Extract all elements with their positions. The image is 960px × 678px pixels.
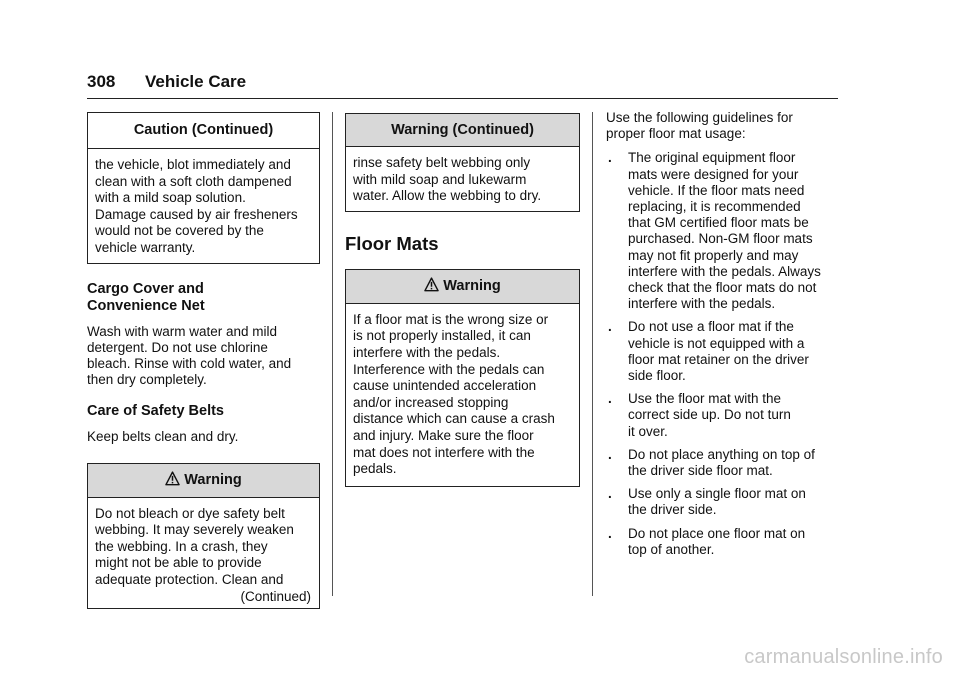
list-item-line: purchased. Non-GM floor mats bbox=[628, 231, 813, 247]
list-item-line: The original equipment floor bbox=[628, 150, 796, 166]
section-title: Vehicle Care bbox=[145, 72, 247, 91]
caution-line: the vehicle, blot immediately and bbox=[95, 157, 291, 172]
warning-line: interfere with the pedals. bbox=[353, 344, 501, 360]
list-item-line: vehicle. If the floor mats need bbox=[628, 182, 805, 198]
warning-continued-body bbox=[346, 147, 579, 211]
warning-title bbox=[346, 270, 579, 304]
warning-line: If a floor mat is the wrong size or bbox=[353, 311, 549, 327]
cargo-line: bleach. Rinse with cold water, and bbox=[87, 355, 292, 371]
warning-line: distance which can cause a crash bbox=[353, 411, 555, 427]
list-item-line: Do not place one floor mat on bbox=[628, 525, 806, 541]
cargo-line: detergent. Do not use chlorine bbox=[87, 339, 268, 355]
watermark: carmanualsonline.info bbox=[744, 646, 943, 668]
list-item-line: check that the floor mats do not bbox=[628, 280, 817, 296]
column-2 bbox=[345, 113, 580, 487]
warning-line: the webbing. In a crash, they bbox=[95, 538, 268, 554]
list-item-line: Do not place anything on top of bbox=[628, 446, 815, 462]
header-divider bbox=[87, 98, 838, 99]
list-item bbox=[606, 486, 838, 518]
list-item-line: interfere with the pedals. bbox=[628, 296, 776, 312]
belts-warning-box bbox=[87, 463, 320, 610]
warning-triangle-icon bbox=[165, 466, 180, 499]
warning-line: mat does not interfere with the bbox=[353, 444, 535, 460]
bullet-marker: . bbox=[608, 446, 612, 462]
continued-label: (Continued) bbox=[240, 588, 311, 604]
list-item bbox=[606, 150, 838, 312]
belts-section bbox=[87, 403, 320, 445]
list-item-line: vehicle is not equipped with a bbox=[628, 335, 805, 351]
list-item-line: Use only a single floor mat on bbox=[628, 486, 806, 502]
warning-title bbox=[88, 464, 319, 498]
list-item-line: interfere with the pedals. Always bbox=[628, 263, 821, 279]
warning-line: is not properly installed, it can bbox=[353, 328, 531, 344]
cargo-heading bbox=[87, 281, 320, 315]
cargo-heading-line: Convenience Net bbox=[87, 297, 205, 314]
belts-text: Keep belts clean and dry. bbox=[87, 429, 239, 445]
column-3 bbox=[606, 110, 838, 565]
belts-heading: Care of Safety Belts bbox=[87, 403, 224, 420]
column-1 bbox=[87, 112, 320, 609]
warning-triangle-icon bbox=[424, 272, 439, 305]
warning-continued-box bbox=[345, 113, 580, 212]
list-item-line: correct side up. Do not turn bbox=[628, 407, 791, 423]
list-item-line: top of another. bbox=[628, 541, 715, 557]
guidelines-list bbox=[606, 150, 838, 558]
page-number: 308 bbox=[87, 72, 116, 91]
cargo-text bbox=[87, 324, 320, 389]
warning-title-text: Warning bbox=[184, 471, 242, 488]
caution-body bbox=[88, 149, 319, 263]
caution-box bbox=[87, 112, 320, 264]
warning-line: cause unintended acceleration bbox=[353, 378, 537, 394]
list-item-line: that GM certified floor mats be bbox=[628, 215, 809, 231]
warning-line: Do not bleach or dye safety belt bbox=[95, 505, 285, 521]
warning-line: water. Allow the webbing to dry. bbox=[353, 188, 542, 204]
column-divider-2 bbox=[592, 112, 593, 596]
caution-title: Caution (Continued) bbox=[88, 113, 319, 149]
warning-line: webbing. It may severely weaken bbox=[95, 522, 294, 538]
bullet-marker: . bbox=[608, 525, 612, 541]
list-item-line: Do not use a floor mat if the bbox=[628, 319, 794, 335]
list-item-line: replacing, it is recommended bbox=[628, 199, 801, 215]
list-item bbox=[606, 391, 838, 440]
caution-line: would not be covered by the bbox=[95, 223, 264, 239]
list-item-line: the driver side. bbox=[628, 502, 717, 518]
caution-line: Damage caused by air fresheners bbox=[95, 206, 298, 222]
list-item-line: side floor. bbox=[628, 368, 686, 384]
warning-title-text: Warning bbox=[443, 277, 501, 294]
cargo-heading-line: Cargo Cover and bbox=[87, 280, 204, 297]
bullet-marker: . bbox=[608, 391, 612, 407]
bullet-marker: . bbox=[608, 486, 612, 502]
list-item bbox=[606, 526, 838, 558]
bullet-marker: . bbox=[608, 150, 612, 166]
list-item-line: Use the floor mat with the bbox=[628, 391, 782, 407]
caution-line: vehicle warranty. bbox=[95, 239, 196, 255]
list-item bbox=[606, 319, 838, 384]
list-item-line: it over. bbox=[628, 423, 668, 439]
list-item-line: the driver side floor mat. bbox=[628, 463, 773, 479]
column-divider-1 bbox=[332, 112, 333, 596]
caution-line: with a mild soap solution. bbox=[95, 190, 246, 206]
bullet-marker: . bbox=[608, 319, 612, 335]
page-header bbox=[87, 72, 246, 92]
warning-line: might not be able to provide bbox=[95, 555, 262, 571]
floor-mats-warning-body bbox=[346, 304, 579, 486]
warning-line: adequate protection. Clean and bbox=[95, 571, 284, 587]
floor-mats-heading: Floor Mats bbox=[345, 232, 439, 254]
intro-line: proper floor mat usage: bbox=[606, 126, 746, 142]
floor-mats-warning-box bbox=[345, 269, 580, 487]
list-item-line: mats were designed for your bbox=[628, 166, 799, 182]
cargo-line: then dry completely. bbox=[87, 372, 207, 388]
warning-line: rinse safety belt webbing only bbox=[353, 155, 531, 170]
cargo-section bbox=[87, 281, 320, 389]
warning-line: Interference with the pedals can bbox=[353, 361, 545, 377]
warning-line: and/or increased stopping bbox=[353, 394, 509, 410]
list-item-line: floor mat retainer on the driver bbox=[628, 351, 809, 367]
list-item-line: may not fit properly and may bbox=[628, 247, 799, 263]
warning-line: pedals. bbox=[353, 461, 397, 477]
caution-line: clean with a soft cloth dampened bbox=[95, 173, 292, 189]
list-item bbox=[606, 447, 838, 479]
warning-line: with mild soap and lukewarm bbox=[353, 171, 527, 187]
intro-line: Use the following guidelines for bbox=[606, 110, 793, 125]
warning-body bbox=[88, 498, 319, 609]
cargo-line: Wash with warm water and mild bbox=[87, 323, 278, 339]
warning-continued-title: Warning (Continued) bbox=[346, 114, 579, 147]
warning-line: and injury. Make sure the floor bbox=[353, 427, 534, 443]
